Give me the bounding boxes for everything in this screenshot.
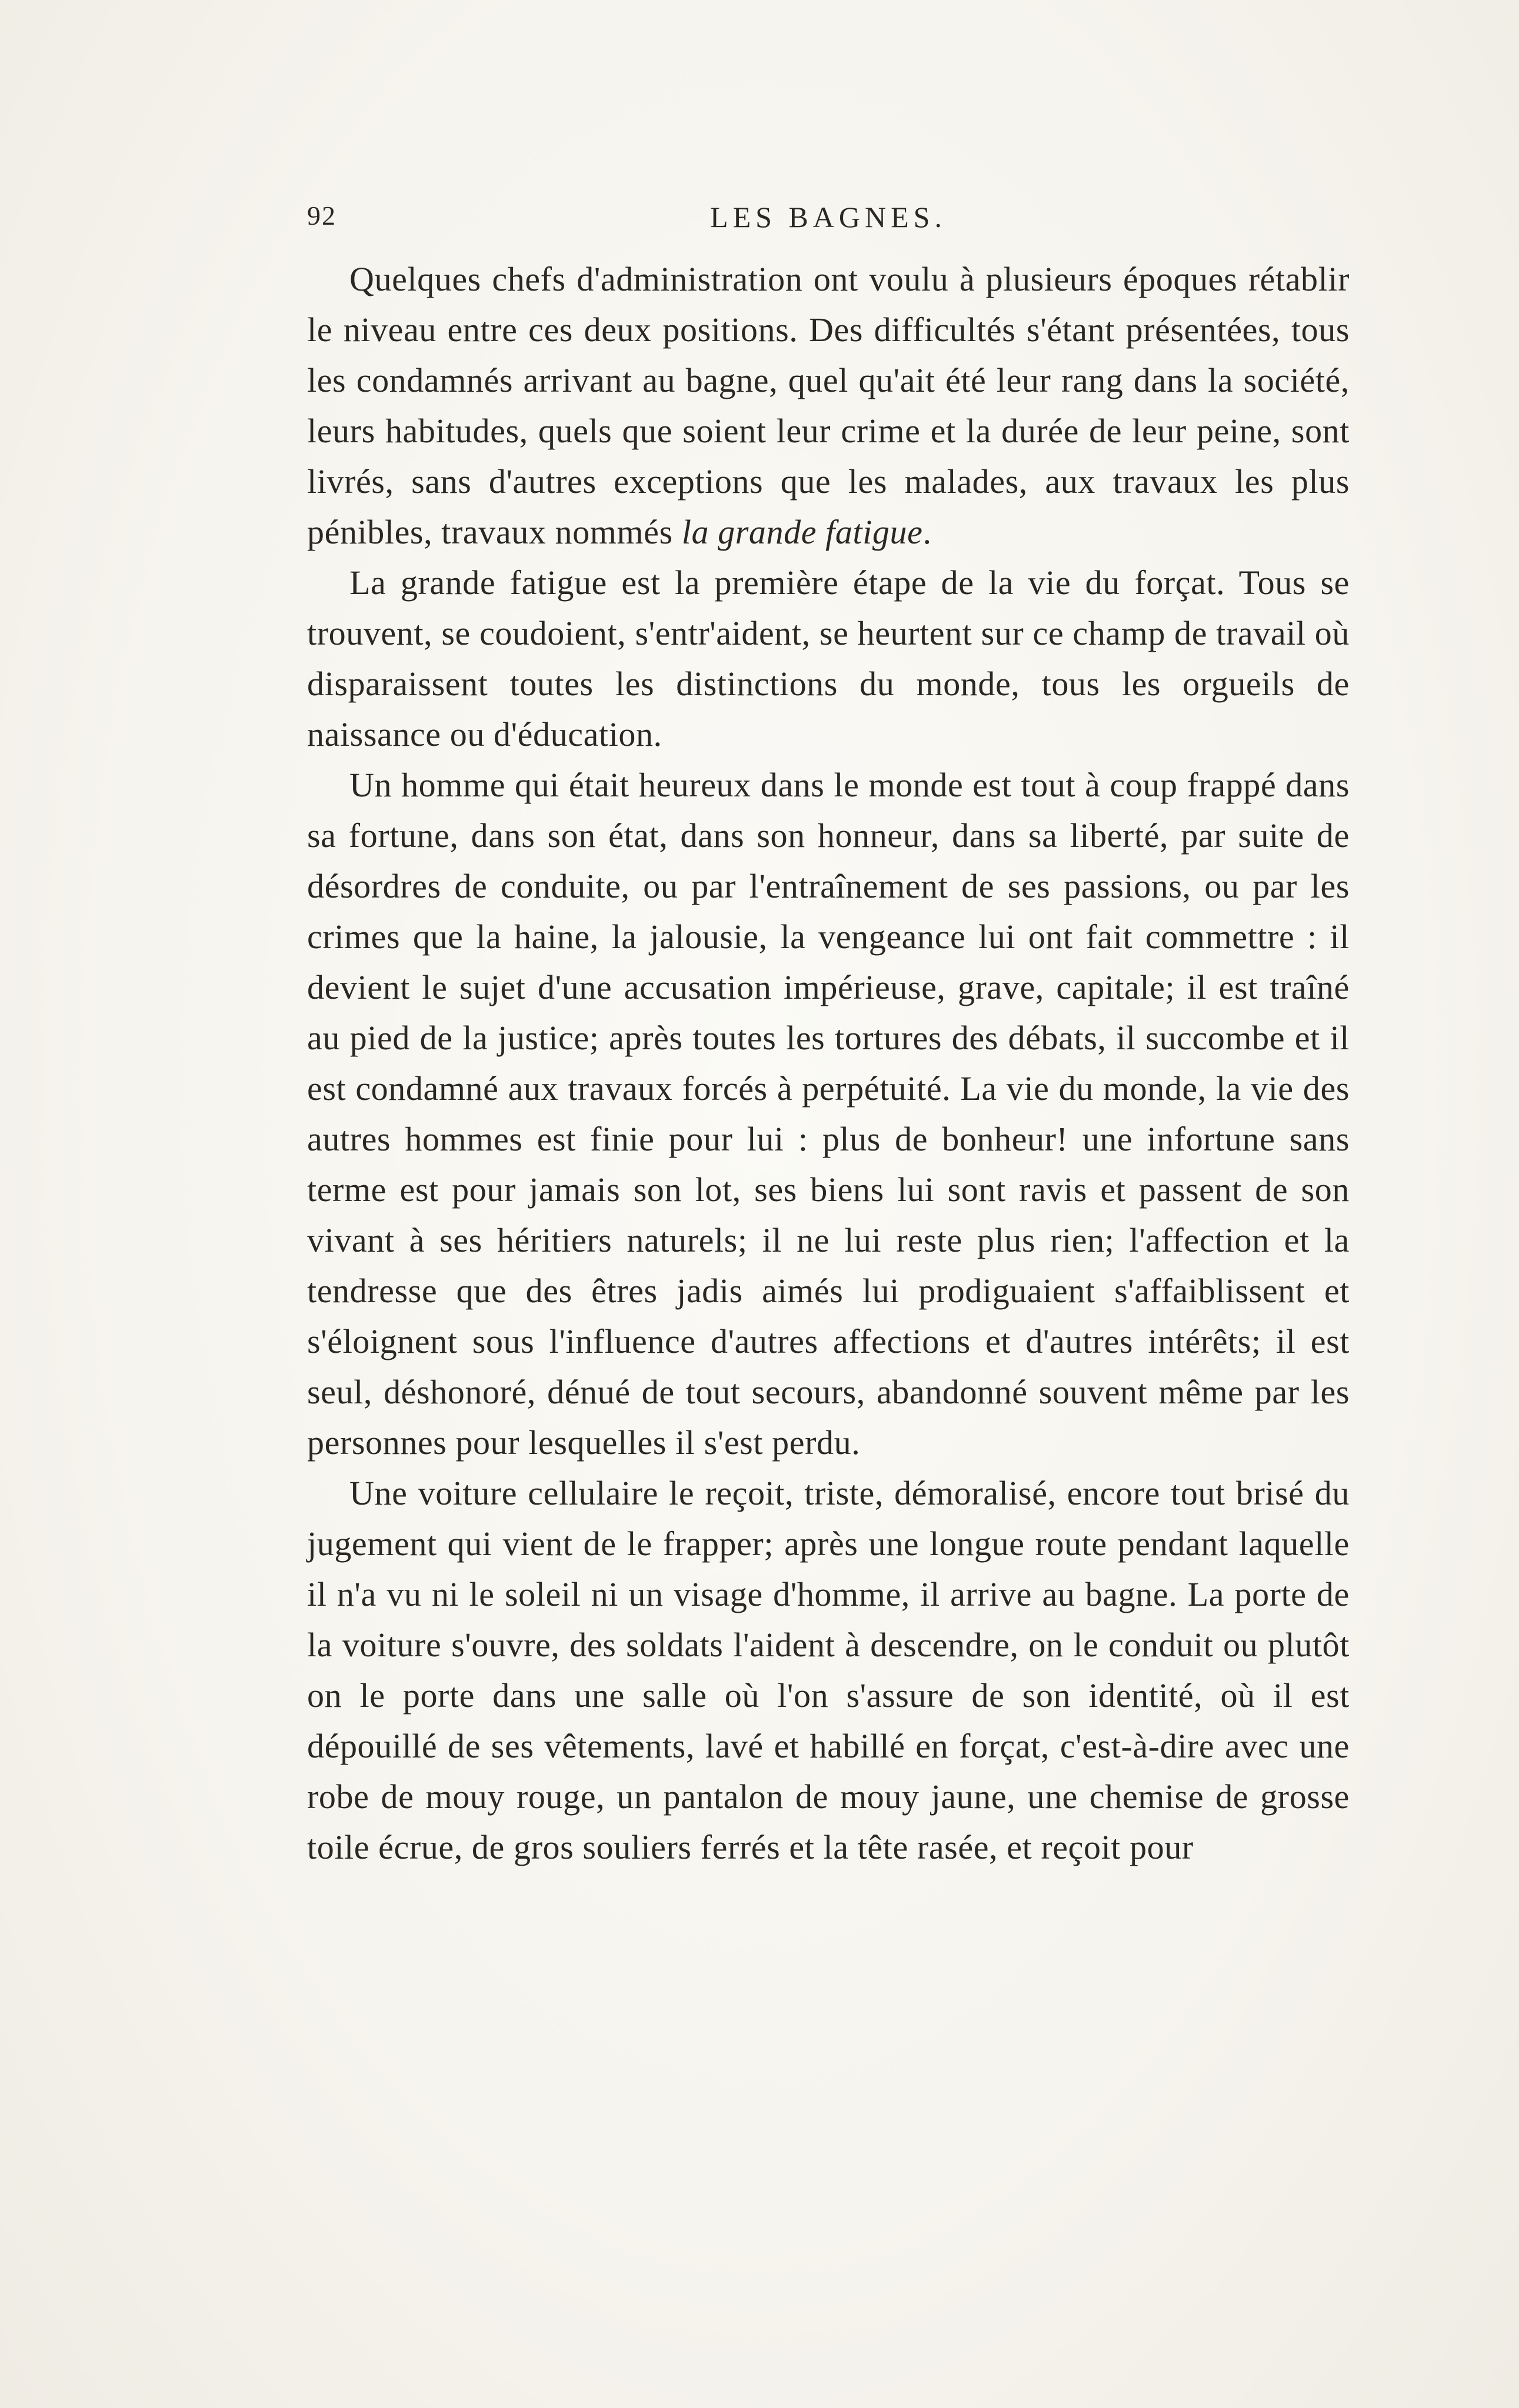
paragraph-text: Quelques chefs d'administration ont voulu à plusieurs époques rétablir le niveau entre ces deux positions. Des difficultés s'étant présentées, tous les condamnés arrivant au bagne, quel qu'ait été leur rang dans la société, leurs habitudes, quels que soient leur crime et la durée de leur peine, sont livrés, sans d'autres exceptions que les malades, aux travaux les plus pénibles, travaux nommés [307,260,1350,551]
page-number: 92 [307,201,337,231]
page-header [307,200,1350,247]
paragraph [307,254,1350,558]
running-title: LES BAGNES. [710,201,947,234]
paragraph: Une voiture cellulaire le reçoit, triste, démoralisé, encore tout brisé du jugement qui vient de le frapper; après une longue route pendant laquelle il n'a vu ni le soleil ni un visage d'homme, il arrive au bagne. La porte de la voiture s'ouvre, des soldats l'aident à descendre, on le conduit ou plutôt on le porte dans une salle où l'on s'assure de son identité, où il est dépouillé de ses vêtements, lavé et habillé en forçat, c'est-à-dire avec une robe de mouy rouge, un pantalon de mouy jaune, une chemise de grosse toile écrue, de gros souliers ferrés et la tête rasée, et reçoit pour [307,1474,1350,1866]
paragraph: Un homme qui était heureux dans le monde est tout à coup frappé dans sa fortune, dans son état, dans son honneur, dans sa liberté, par suite de désordres de conduite, ou par l'entraînement de ses passions, ou par les crimes que la haine, la jalousie, la vengeance lui ont fait commettre : il devient le sujet d'une accusation impérieuse, grave, capitale; il est traîné au pied de la justice; après toutes les tortures des débats, il succombe et il est condamné aux travaux forcés à perpétuité. La vie du monde, la vie des autres hommes est finie pour lui : plus de bonheur! une infortune sans terme est pour jamais son lot, ses biens lui sont ravis et passent de son vivant à ses héritiers naturels; il ne lui reste plus rien; l'affection et la tendresse que des êtres jadis aimés lui prodiguaient s'affaiblissent et s'éloignent sous l'influence d'autres affections et d'autres intérêts; il est seul, déshonoré, dénué de tout secours, abandonné souvent même par les personnes pour lesquelles il s'est perdu. [307,766,1350,1462]
paragraph: La grande fatigue est la première étape de la vie du forçat. Tous se trouvent, se coudoient, s'entr'aident, se heurtent sur ce champ de travail où disparaissent toutes les distinctions du monde, tous les orgueils de naissance ou d'éducation. [307,563,1350,753]
italic-term: la grande fatigue [681,513,923,551]
paragraph-text-end: . [922,513,932,551]
body-text [307,254,1350,1873]
